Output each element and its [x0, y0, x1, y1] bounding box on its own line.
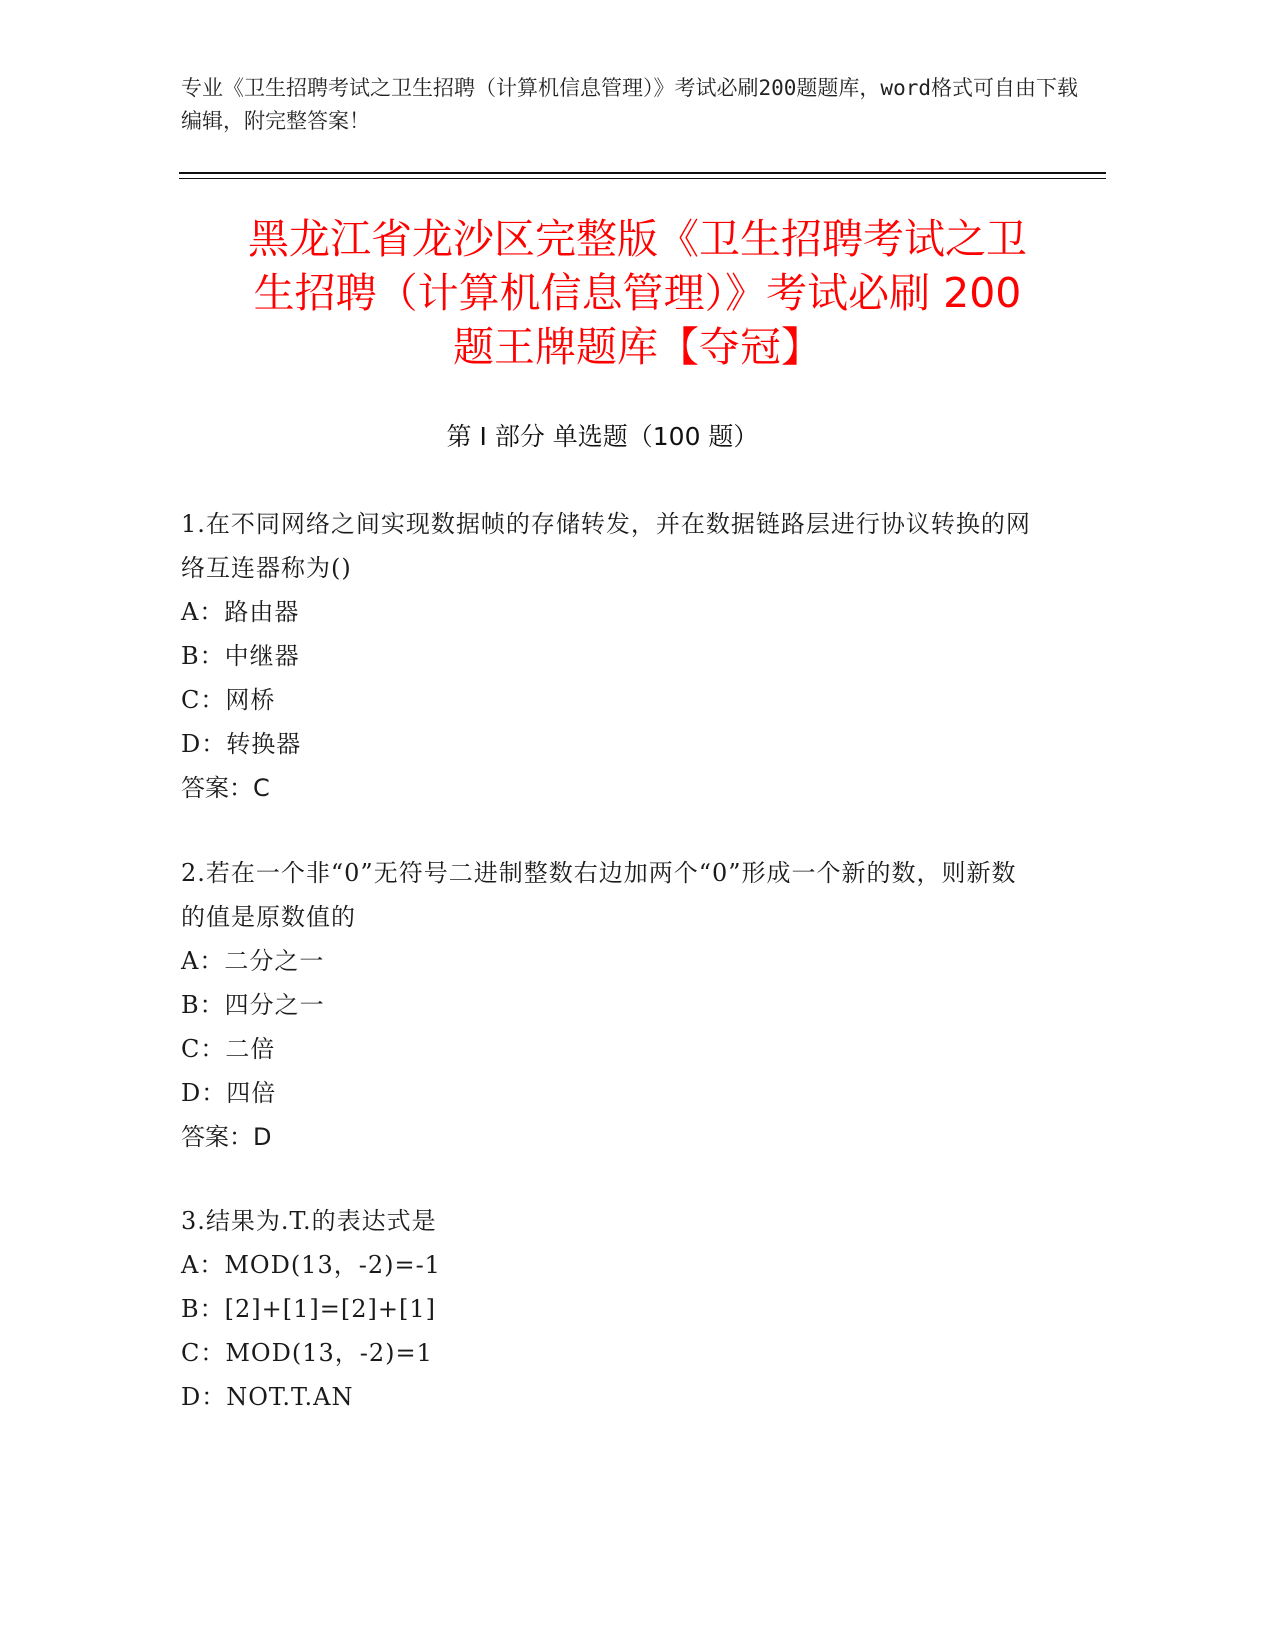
option-c: C：二倍 [181, 1035, 276, 1063]
question-text: 3.结果为.T.的表达式是 [181, 1207, 437, 1235]
question-1 [181, 502, 1041, 810]
option-b: B：[2]+[1]=[2]+[1] [181, 1295, 436, 1323]
option-b: B：中继器 [181, 642, 300, 670]
document-title-line-2: 生招聘（计算机信息管理）》考试必刷 200 [253, 269, 1022, 317]
header-divider-thick [179, 172, 1106, 174]
option-d: D：转换器 [181, 730, 302, 758]
option-a: A：路由器 [181, 598, 300, 626]
header-note: 专业《卫生招聘考试之卫生招聘（计算机信息管理）》考试必刷200题题库，word格式可自由下载编辑，附完整答案！ [181, 76, 1078, 133]
option-c: C：MOD(13，-2)=1 [181, 1339, 433, 1367]
option-b: B：四分之一 [181, 991, 325, 1019]
option-c: C：网桥 [181, 686, 276, 714]
option-a: A：MOD(13，-2)=-1 [181, 1251, 441, 1279]
question-2 [181, 851, 1041, 1159]
question-text: 1.在不同网络之间实现数据帧的存储转发，并在数据链路层进行协议转换的网络互连器称为() [181, 510, 1031, 582]
document-title-line-1: 黑龙江省龙沙区完整版《卫生招聘考试之卫 [248, 215, 1027, 263]
option-a: A：二分之一 [181, 947, 325, 975]
answer: 答案：D [181, 1123, 272, 1151]
header-divider-thin [179, 178, 1106, 179]
section-heading: 第 I 部分 单选题（100 题） [446, 422, 759, 451]
question-text: 2.若在一个非“0”无符号二进制整数右边加两个“0”形成一个新的数，则新数的值是原数值的 [181, 859, 1017, 931]
document-title-line-3: 题王牌题库【夺冠】 [453, 323, 822, 371]
option-d: D：四倍 [181, 1079, 277, 1107]
document-title [150, 212, 1125, 374]
question-3 [181, 1199, 1041, 1419]
answer: 答案：C [181, 774, 270, 802]
option-d: D：NOT.T.AN [181, 1383, 354, 1411]
